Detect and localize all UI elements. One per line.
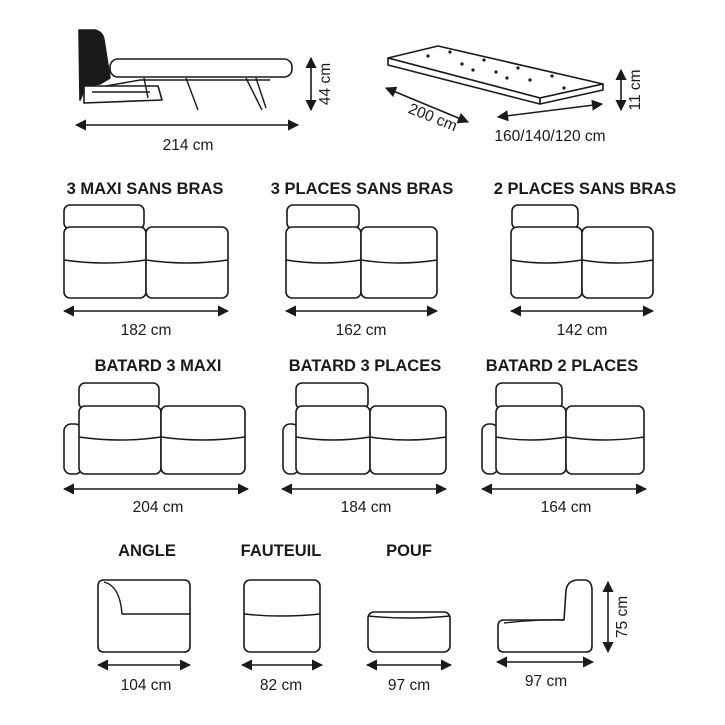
module-batard-2-places-width-dimension: [482, 489, 646, 516]
module-2-places-width-label: 142 cm: [556, 322, 608, 339]
mattress-width-dimension: [494, 104, 605, 145]
module-title-pouf: POUF: [386, 542, 432, 560]
module-fauteuil-width-label: 82 cm: [259, 677, 303, 694]
module-pouf-width-dimension: [367, 665, 451, 694]
module-title-batard-3-places: BATARD 3 PLACES: [288, 357, 442, 375]
module-2-places-sans-bras: [511, 205, 653, 298]
module-side-view: [498, 580, 592, 652]
module-side-width-label: 97 cm: [524, 673, 568, 690]
module-angle-width-dimension: [98, 665, 190, 694]
module-title-3-places-sans-bras: 3 PLACES SANS BRAS: [270, 180, 454, 198]
module-angle: [98, 580, 190, 652]
module-title-angle: ANGLE: [118, 542, 176, 560]
mattress-view: [388, 46, 603, 104]
bed-length-dimension: [76, 125, 298, 154]
module-3-places-width-dimension: [286, 311, 437, 339]
module-pouf: [368, 612, 450, 652]
module-title-batard-3-maxi: BATARD 3 MAXI: [94, 357, 222, 375]
module-batard-3-maxi-width-dimension: [64, 489, 248, 516]
module-3-maxi-width-dimension: [64, 311, 228, 339]
seat-height-dimension: [608, 582, 631, 652]
seat-height-label: 75 cm: [614, 595, 631, 639]
module-batard-3-maxi-width-label: 204 cm: [132, 499, 184, 516]
module-angle-width-label: 104 cm: [120, 677, 172, 694]
module-3-maxi-sans-bras: [64, 205, 228, 298]
mattress-length-label: 200 cm: [405, 100, 460, 136]
module-title-3-maxi-sans-bras: 3 MAXI SANS BRAS: [66, 180, 224, 198]
module-pouf-width-label: 97 cm: [387, 677, 431, 694]
module-fauteuil-width-dimension: [242, 665, 322, 694]
module-title-batard-2-places: BATARD 2 PLACES: [485, 357, 639, 375]
mattress-width-label: 160/140/120 cm: [494, 128, 606, 145]
module-batard-3-places: [283, 383, 446, 474]
module-2-places-width-dimension: [511, 311, 653, 339]
bed-height-dimension: [311, 58, 334, 110]
module-batard-3-places-width-label: 184 cm: [340, 499, 392, 516]
module-batard-3-maxi: [64, 383, 245, 474]
module-3-places-sans-bras: [286, 205, 437, 298]
module-batard-3-places-width-dimension: [282, 489, 446, 516]
module-fauteuil: [244, 580, 320, 652]
mattress-thickness-label: 11 cm: [627, 69, 644, 111]
mattress-thickness-dimension: [621, 69, 644, 110]
bed-length-label: 214 cm: [162, 137, 214, 154]
mattress-length-dimension: [386, 88, 468, 135]
module-title-fauteuil: FAUTEUIL: [240, 542, 322, 560]
module-batard-2-places-width-label: 164 cm: [540, 499, 592, 516]
module-title-2-places-sans-bras: 2 PLACES SANS BRAS: [493, 180, 677, 198]
module-3-maxi-width-label: 182 cm: [120, 322, 172, 339]
bed-height-label: 44 cm: [317, 62, 334, 106]
sofa-bed-side-view: [79, 30, 292, 110]
module-batard-2-places: [482, 383, 644, 474]
module-3-places-width-label: 162 cm: [335, 322, 387, 339]
module-side-width-dimension: [497, 662, 593, 690]
